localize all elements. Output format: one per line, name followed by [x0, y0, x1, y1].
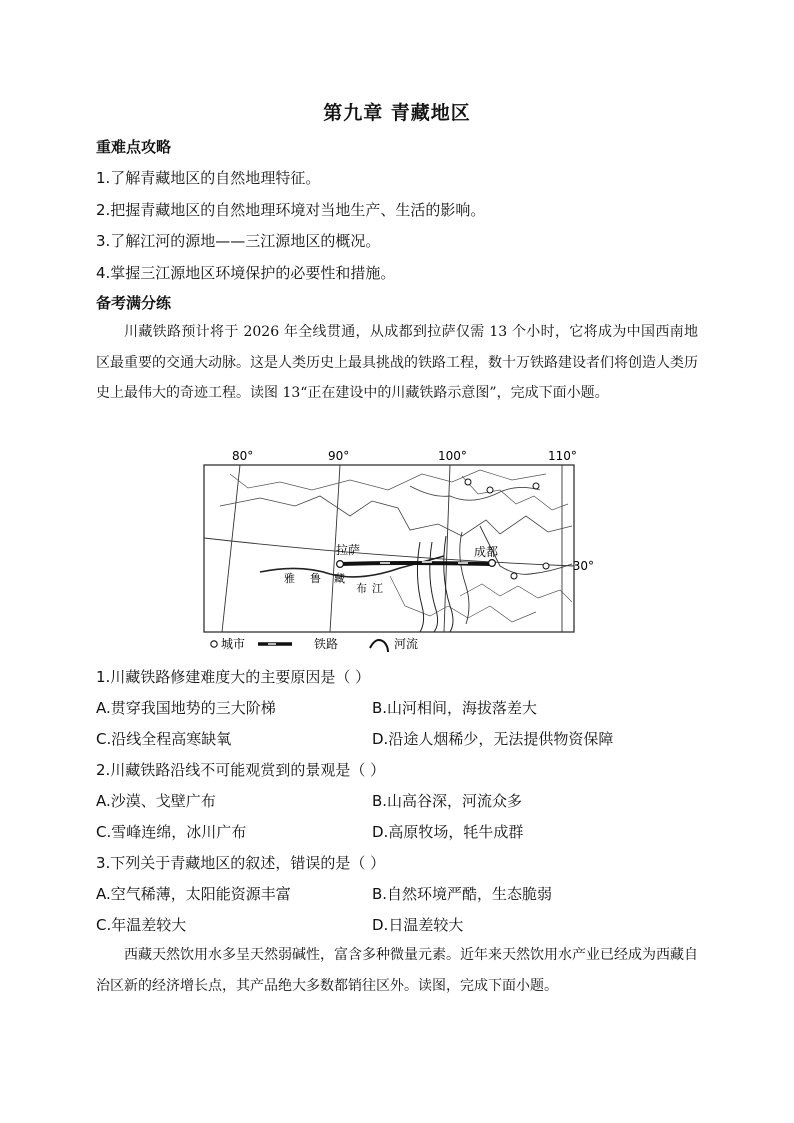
city-label-lhasa: 拉萨 [336, 543, 361, 557]
lon-label-110: 110° [548, 449, 577, 463]
focus-item-4: 4.掌握三江源地区环境保护的必要性和措施。 [96, 264, 396, 282]
question-2-option-a: A.沙漠、戈壁广布 [96, 792, 216, 810]
focus-item-2: 2.把握青藏地区的自然地理环境对当地生产、生活的影响。 [96, 201, 486, 219]
question-1-option-a: A.贯穿我国地势的三大阶梯 [96, 699, 276, 717]
legend-city-label: 城市 [221, 637, 246, 651]
legend-city-icon [211, 641, 217, 647]
lon-label-90: 90° [328, 449, 350, 463]
map-frame [204, 465, 574, 632]
river-char-1: 雅 [284, 572, 295, 585]
chapter-title: 第九章 青藏地区 [323, 102, 471, 124]
focus-heading: 重难点攻略 [96, 138, 172, 156]
lon-label-100: 100° [438, 449, 467, 463]
city-marker-c [533, 483, 539, 489]
question-2-option-d: D.高原牧场，牦牛成群 [372, 823, 524, 841]
passage-2 [96, 940, 698, 1001]
river-char-2: 鲁 [310, 572, 321, 585]
passage-2-text: 西藏天然饮用水多呈天然弱碱性，富含多种微量元素。近年来天然饮用水产业已经成为西藏自治区新的经济增长点，其产品绝大多数都销往区外。读图，完成下面小题。 [96, 947, 698, 994]
river-char-5: 江 [372, 582, 383, 595]
city-marker-e [543, 563, 549, 569]
question-3-option-c: C.年温差较大 [96, 916, 187, 934]
question-1-option-d: D.沿途人烟稀少，无法提供物资保障 [372, 730, 614, 748]
passage-1 [96, 317, 698, 409]
railway-map [200, 446, 594, 660]
lon-label-80: 80° [232, 449, 254, 463]
city-marker-lhasa [337, 561, 344, 568]
legend-river-label: 河流 [394, 637, 419, 651]
question-1-option-b: B.山河相间，海拔落差大 [372, 699, 538, 717]
question-1-stem: 1.川藏铁路修建难度大的主要原因是（ ） [96, 668, 371, 686]
passage-1-text: 川藏铁路预计将于 2026 年全线贯通，从成都到拉萨仅需 13 个小时，它将成为中国西南地区最重要的交通大动脉。这是人类历史上最具挑战的铁路工程，数十万铁路建设者们将创造人类历史上最伟大的奇迹工程。读图 13“正在建设中的川藏铁路示意图”，完成下面小题。 [96, 324, 698, 401]
legend-railway-label: 铁路 [314, 637, 339, 651]
river-char-3: 藏 [334, 572, 345, 585]
question-2-stem: 2.川藏铁路沿线不可能观赏到的景观是（ ） [96, 761, 386, 779]
legend-river-icon [370, 640, 388, 652]
question-3-stem: 3.下列关于青藏地区的叙述，错误的是（ ） [96, 854, 386, 872]
question-2-option-c: C.雪峰连绵，冰川广布 [96, 823, 247, 841]
question-1-option-c: C.沿线全程高寒缺氧 [96, 730, 232, 748]
city-marker-chengdu [489, 560, 496, 567]
city-marker-a [465, 479, 471, 485]
question-3-option-b: B.自然环境严酷，生态脆弱 [372, 885, 553, 903]
railway-map-svg [200, 446, 594, 656]
city-label-chengdu: 成都 [474, 545, 499, 559]
city-marker-d [511, 573, 517, 579]
question-3-option-a: A.空气稀薄，太阳能资源丰富 [96, 885, 291, 903]
lat-label-30: 30° [572, 559, 594, 573]
practice-heading: 备考满分练 [96, 294, 172, 312]
city-marker-b [487, 487, 493, 493]
question-3-option-d: D.日温差较大 [372, 916, 464, 934]
river-char-4: 布 [356, 582, 367, 595]
question-2-option-b: B.山高谷深，河流众多 [372, 792, 523, 810]
focus-item-1: 1.了解青藏地区的自然地理特征。 [96, 169, 321, 187]
focus-item-3: 3.了解江河的源地——三江源地区的概况。 [96, 232, 381, 250]
